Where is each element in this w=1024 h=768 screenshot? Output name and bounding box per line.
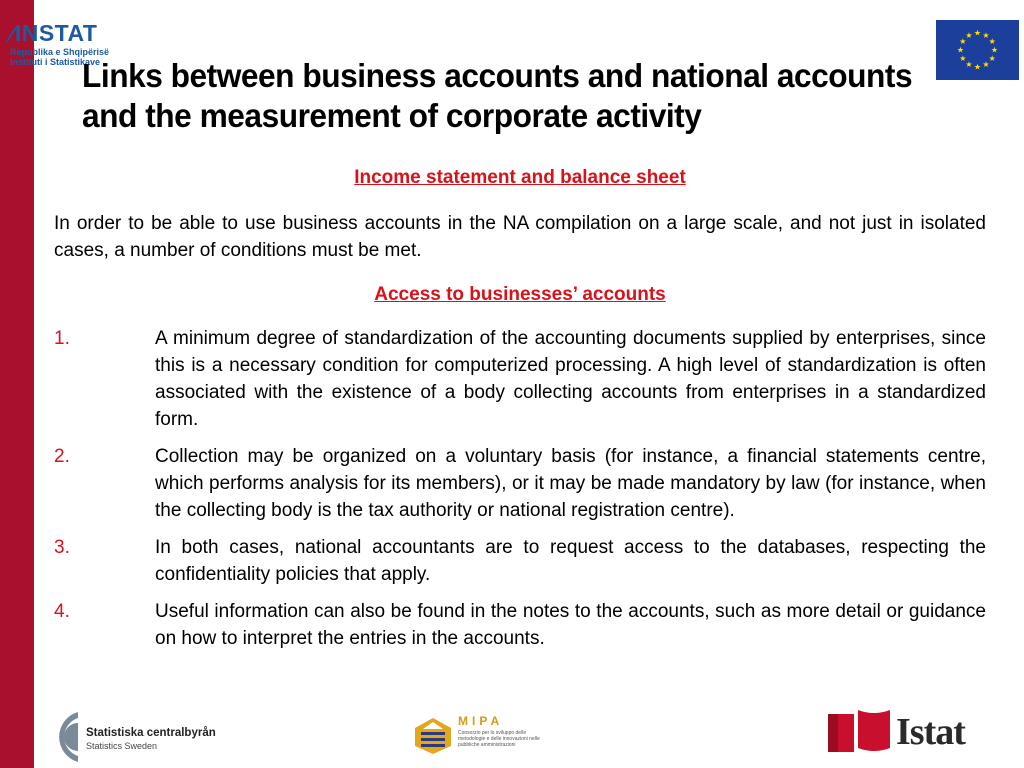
svg-text:★: ★ [990,45,999,55]
scb-subtitle: Statistics Sweden [86,741,158,751]
svg-text:★: ★ [982,60,990,70]
list-item-text: A minimum degree of standardization of the accounting documents supplied by enterprises, since this is a necessary condition for computerized processing. A high level of standardization is often associated with the existence of a body collecting accounts from enterprises in a standardized form. [155,328,986,430]
scb-emblem-icon [50,710,80,764]
scb-name: Statistiska centralbyrån [86,727,216,739]
istat-emblem-icon [826,710,892,754]
list-item [54,534,986,588]
instat-line-2: Instituti i Statistikave [10,57,101,67]
list-item [54,443,986,524]
svg-text:★: ★ [973,28,982,38]
eu-flag-icon [936,20,1019,80]
scb-logo [50,710,250,766]
mipa-description: Consorzio per lo sviluppo delle metodologie e delle innovazioni nelle pubbliche amministrazioni [458,730,540,748]
istat-wordmark: Istat [896,711,965,753]
subheading-income-statement: Income statement and balance sheet [354,167,686,188]
mipa-emblem-icon [412,716,454,756]
list-item-number: 2. [54,446,70,467]
list-item-number: 3. [54,537,70,558]
intro-paragraph: In order to be able to use business accounts in the NA compilation on a large scale, and not just in isolated cases, a number of conditions must be met. [54,213,986,261]
eu-stars-icon [936,20,1019,80]
list-item-number: 4. [54,601,70,622]
mipa-name: MIPA [458,714,504,728]
svg-text:★: ★ [959,37,967,46]
svg-text:★: ★ [988,37,996,46]
mipa-logo [412,714,542,762]
list-item-text: Useful information can also be found in the notes to the accounts, such as more detail or guidance on how to interpret the entries in the accounts. [155,601,986,649]
svg-text:★: ★ [965,30,973,40]
svg-text:★: ★ [959,54,967,63]
list-item [54,325,986,433]
instat-brand-text: INSTAT [14,20,98,46]
svg-text:★: ★ [982,30,990,40]
svg-text:★: ★ [973,62,982,72]
svg-text:★: ★ [988,54,996,63]
svg-text:★: ★ [965,60,973,70]
svg-text:★: ★ [956,45,965,55]
instat-line-1: Republika e Shqipërisë [10,47,110,57]
list-item [54,598,986,652]
conditions-list [54,325,986,662]
left-accent-bar [0,0,34,768]
slide-title: Links between business accounts and national accounts and the measurement of corporate activity [82,57,913,134]
list-item-text: Collection may be organized on a voluntary basis (for instance, a financial statements centre, which performs analysis for its members), or it may be made mandatory by law (for instance, when the collecting body is the tax authority or national registration centre). [155,446,986,521]
istat-logo [826,708,976,756]
list-item-number: 1. [54,328,70,349]
instat-mark-icon: ∕ [10,24,14,46]
subheading-access-accounts: Access to businesses’ accounts [374,284,666,305]
list-item-text: In both cases, national accountants are to request access to the databases, respecting the confidentiality policies that apply. [155,537,986,585]
